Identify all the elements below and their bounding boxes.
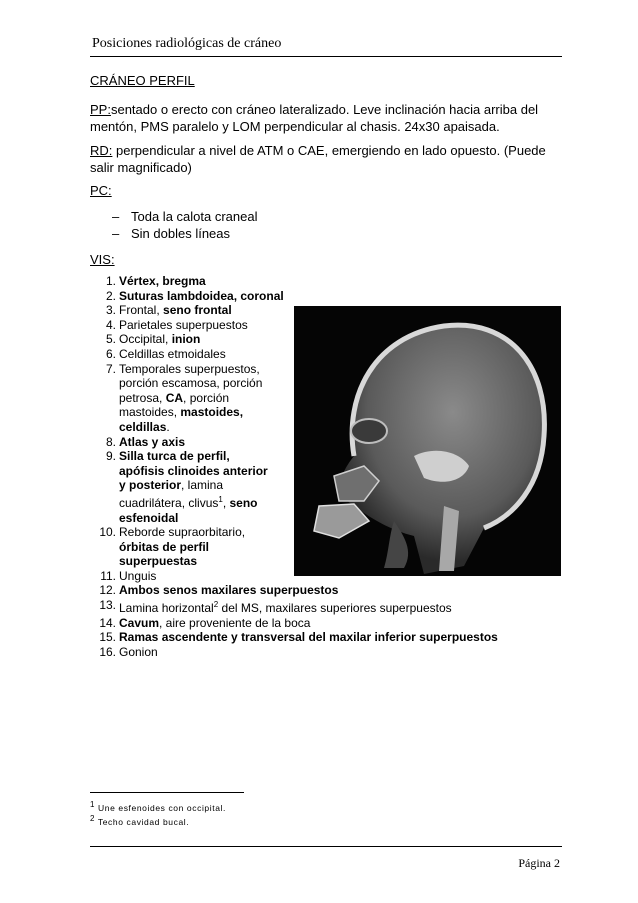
item-text-bold: Cavum xyxy=(119,615,160,630)
section-title xyxy=(90,72,560,89)
item-number: 15. xyxy=(99,630,116,645)
rd-text-2: salir magnificado) xyxy=(90,160,192,175)
list-item xyxy=(90,583,550,598)
footnote-1 xyxy=(90,800,226,813)
list-item xyxy=(90,645,550,660)
item-text-bold: celdillas xyxy=(119,419,167,434)
list-item xyxy=(90,274,550,289)
section-title-text: CRÁNEO PERFIL xyxy=(90,73,195,88)
pc-label-text: PC: xyxy=(90,183,112,198)
page-number: Página 2 xyxy=(518,856,560,870)
item-number: 1. xyxy=(105,274,116,288)
item-text: Ramas ascendente y transversal del maxilar inferior superpuestos xyxy=(119,630,498,645)
item-number: 11. xyxy=(100,568,116,583)
page-header-title: Posiciones radiológicas de cráneo xyxy=(92,36,282,51)
footnote-rule xyxy=(90,792,244,793)
item-text: porción escamosa, porción xyxy=(119,376,263,391)
rd-label: RD: xyxy=(90,143,113,158)
item-text: Ambos senos maxilares superpuestos xyxy=(119,583,339,598)
pc-item-1: Toda la calota craneal xyxy=(131,209,258,224)
item-text-bold: CA xyxy=(165,390,184,405)
item-text-bold: seno xyxy=(229,495,258,510)
item-text-bold: apófisis clinoides anterior xyxy=(119,463,268,478)
item-text: Reborde supraorbitario, xyxy=(119,525,246,540)
item-text: Lamina horizontal xyxy=(119,601,214,616)
item-text: Vértex, bregma xyxy=(119,274,206,288)
item-text: , lamina xyxy=(181,478,224,493)
item-text: Suturas lambdoidea, coronal xyxy=(119,288,284,303)
dash-icon: – xyxy=(112,209,120,224)
item-text: Parietales superpuestos xyxy=(119,317,248,332)
pp-label: PP: xyxy=(90,102,111,117)
item-text: petrosa, xyxy=(119,390,166,405)
footnote-2 xyxy=(90,814,189,827)
item-number: 4. xyxy=(105,317,116,332)
rd-text-1: perpendicular a nivel de ATM o CAE, emergiendo en lado opuesto. (Puede xyxy=(116,143,546,158)
footnote-text: Une esfenoides con occipital. xyxy=(95,802,226,813)
dash-icon: – xyxy=(112,226,120,241)
vis-label xyxy=(90,251,560,268)
item-text: Unguis xyxy=(119,568,157,583)
vis-label-text: VIS: xyxy=(90,252,115,267)
item-text-bold: y posterior xyxy=(119,478,182,493)
item-text-bold: seno frontal xyxy=(163,303,232,318)
item-number: 10. xyxy=(99,525,116,540)
list-item xyxy=(90,630,550,645)
rd-paragraph xyxy=(90,142,560,176)
list-item xyxy=(90,616,550,631)
footer-rule xyxy=(90,846,562,847)
item-text: Celdillas etmoidales xyxy=(119,346,226,361)
item-text: del MS, maxilares superiores superpuestos xyxy=(218,601,452,616)
item-text: Atlas y axis xyxy=(119,434,186,449)
header-rule xyxy=(90,56,562,57)
item-number: 3. xyxy=(105,303,116,318)
item-number: 14. xyxy=(99,615,116,630)
pc-label xyxy=(90,182,560,199)
pc-item-2: Sin dobles líneas xyxy=(131,226,231,241)
item-text-bold: superpuestas xyxy=(119,554,198,569)
item-text: Occipital, xyxy=(119,332,172,347)
list-item xyxy=(90,598,550,616)
item-text: , porción xyxy=(183,390,230,405)
item-number: 5. xyxy=(105,332,116,347)
list-item xyxy=(90,289,550,304)
skull-xray-image xyxy=(294,306,561,576)
footnote-ref: 1 xyxy=(218,494,223,504)
item-text: cuadrilátera, clivus xyxy=(119,495,219,510)
item-number: 12. xyxy=(99,583,116,598)
item-text: Frontal, xyxy=(119,303,164,318)
item-number: 7. xyxy=(105,361,116,376)
item-number: 2. xyxy=(105,288,116,303)
item-text-bold: órbitas de perfil xyxy=(119,539,210,554)
pp-text-2: mentón, PMS paralelo y LOM perpendicular al chasis. 24x30 apaisada. xyxy=(90,119,500,134)
item-text: Temporales superpuestos, xyxy=(119,361,260,376)
pp-text-1: sentado o erecto con cráneo lateralizado. Leve inclinación hacia arriba del xyxy=(110,102,539,117)
item-number: 8. xyxy=(105,434,116,449)
item-text: Gonion xyxy=(119,644,158,659)
item-number: 9. xyxy=(105,449,116,464)
footnote-text: Techo cavidad bucal. xyxy=(95,816,190,827)
item-text: . xyxy=(166,419,170,434)
pp-paragraph xyxy=(90,101,560,135)
footnote-mark: 1 xyxy=(90,800,96,809)
item-text-bold: mastoides, xyxy=(180,405,244,420)
footnote-ref: 2 xyxy=(213,600,219,610)
item-number: 6. xyxy=(105,346,116,361)
item-text: , xyxy=(222,495,230,510)
item-number: 13. xyxy=(99,598,116,613)
item-text: , aire proveniente de la boca xyxy=(159,615,311,630)
item-number: 16. xyxy=(99,644,116,659)
item-text-bold: Silla turca de perfil, xyxy=(119,449,230,464)
item-text-bold: inion xyxy=(171,332,201,347)
item-text: mastoides, xyxy=(119,405,181,420)
footnote-mark: 2 xyxy=(90,814,96,823)
item-text-bold: esfenoidal xyxy=(119,510,179,525)
skull-xray-drawing xyxy=(294,306,561,576)
